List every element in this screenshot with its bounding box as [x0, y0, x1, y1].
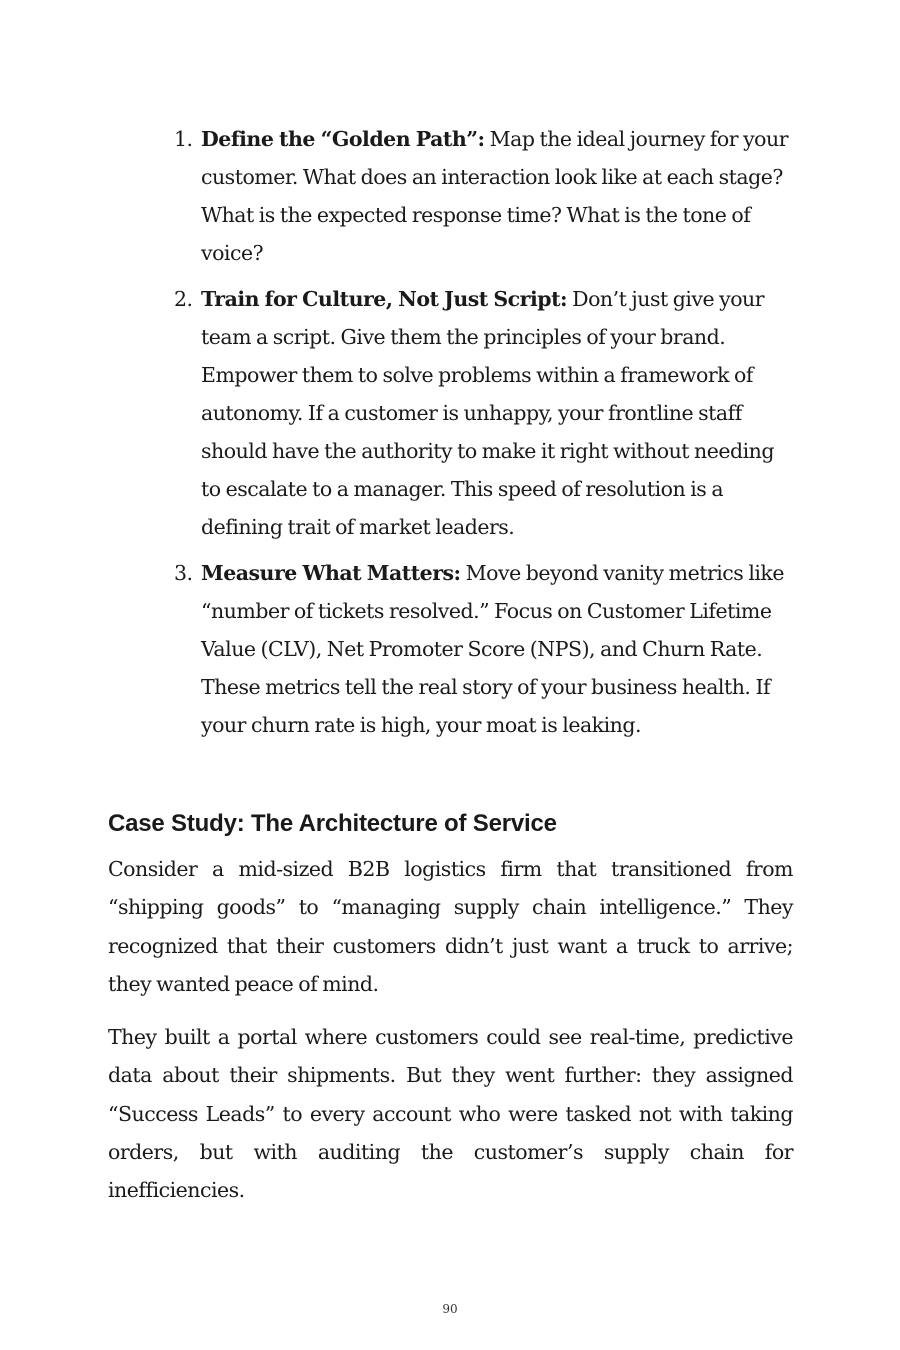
list-item-text: Move beyond vanity metrics like “number of tickets resolved.” Focus on Customer Lifetime Value (CLV), Net Promoter Score (NPS), and Churn Rate. These metrics tell the real story of your business health. If your churn rate is high, your moat is leaking. — [201, 561, 784, 737]
list-number: 3. — [174, 561, 193, 585]
body-paragraph: Consider a mid-sized B2B logistics firm that transitioned from “shipping goods” to “managing supply chain intelligence.” They recognized that their customers didn’t just want a truck to arrive; they wanted peace of mind. — [108, 857, 793, 996]
list-item-lead: Measure What Matters: — [201, 561, 461, 585]
list-number: 1. — [174, 127, 193, 151]
list-item-text: Don’t just give your team a script. Give them the principles of your brand. Empower them to solve problems within a framework of autonomy. If a customer is unhappy, your frontline staff should have the authority to make it right without needing to escalate to a manager. This speed of resolution is a defining trait of market leaders. — [201, 287, 774, 539]
body-paragraph: They built a portal where customers could see real-time, predictive data about their shipments. But they went further: they assigned “Success Leads” to every account who were tasked not with taking orders, but with auditing the customer’s supply chain for inefficiencies. — [108, 1025, 793, 1203]
list-item-lead: Define the “Golden Path”: — [201, 127, 485, 151]
numbered-list — [174, 120, 794, 752]
list-item — [174, 280, 794, 546]
list-item-lead: Train for Culture, Not Just Script: — [201, 287, 568, 311]
list-number: 2. — [174, 287, 193, 311]
page-number: 90 — [442, 1302, 458, 1316]
list-item-text: Map the ideal journey for your customer. What does an interaction look like at each stage? What is the expected response time? What is the tone of voice? — [201, 127, 788, 265]
section-heading: Case Study: The Architecture of Service — [108, 810, 557, 837]
list-item — [174, 554, 794, 744]
list-item — [174, 120, 794, 272]
